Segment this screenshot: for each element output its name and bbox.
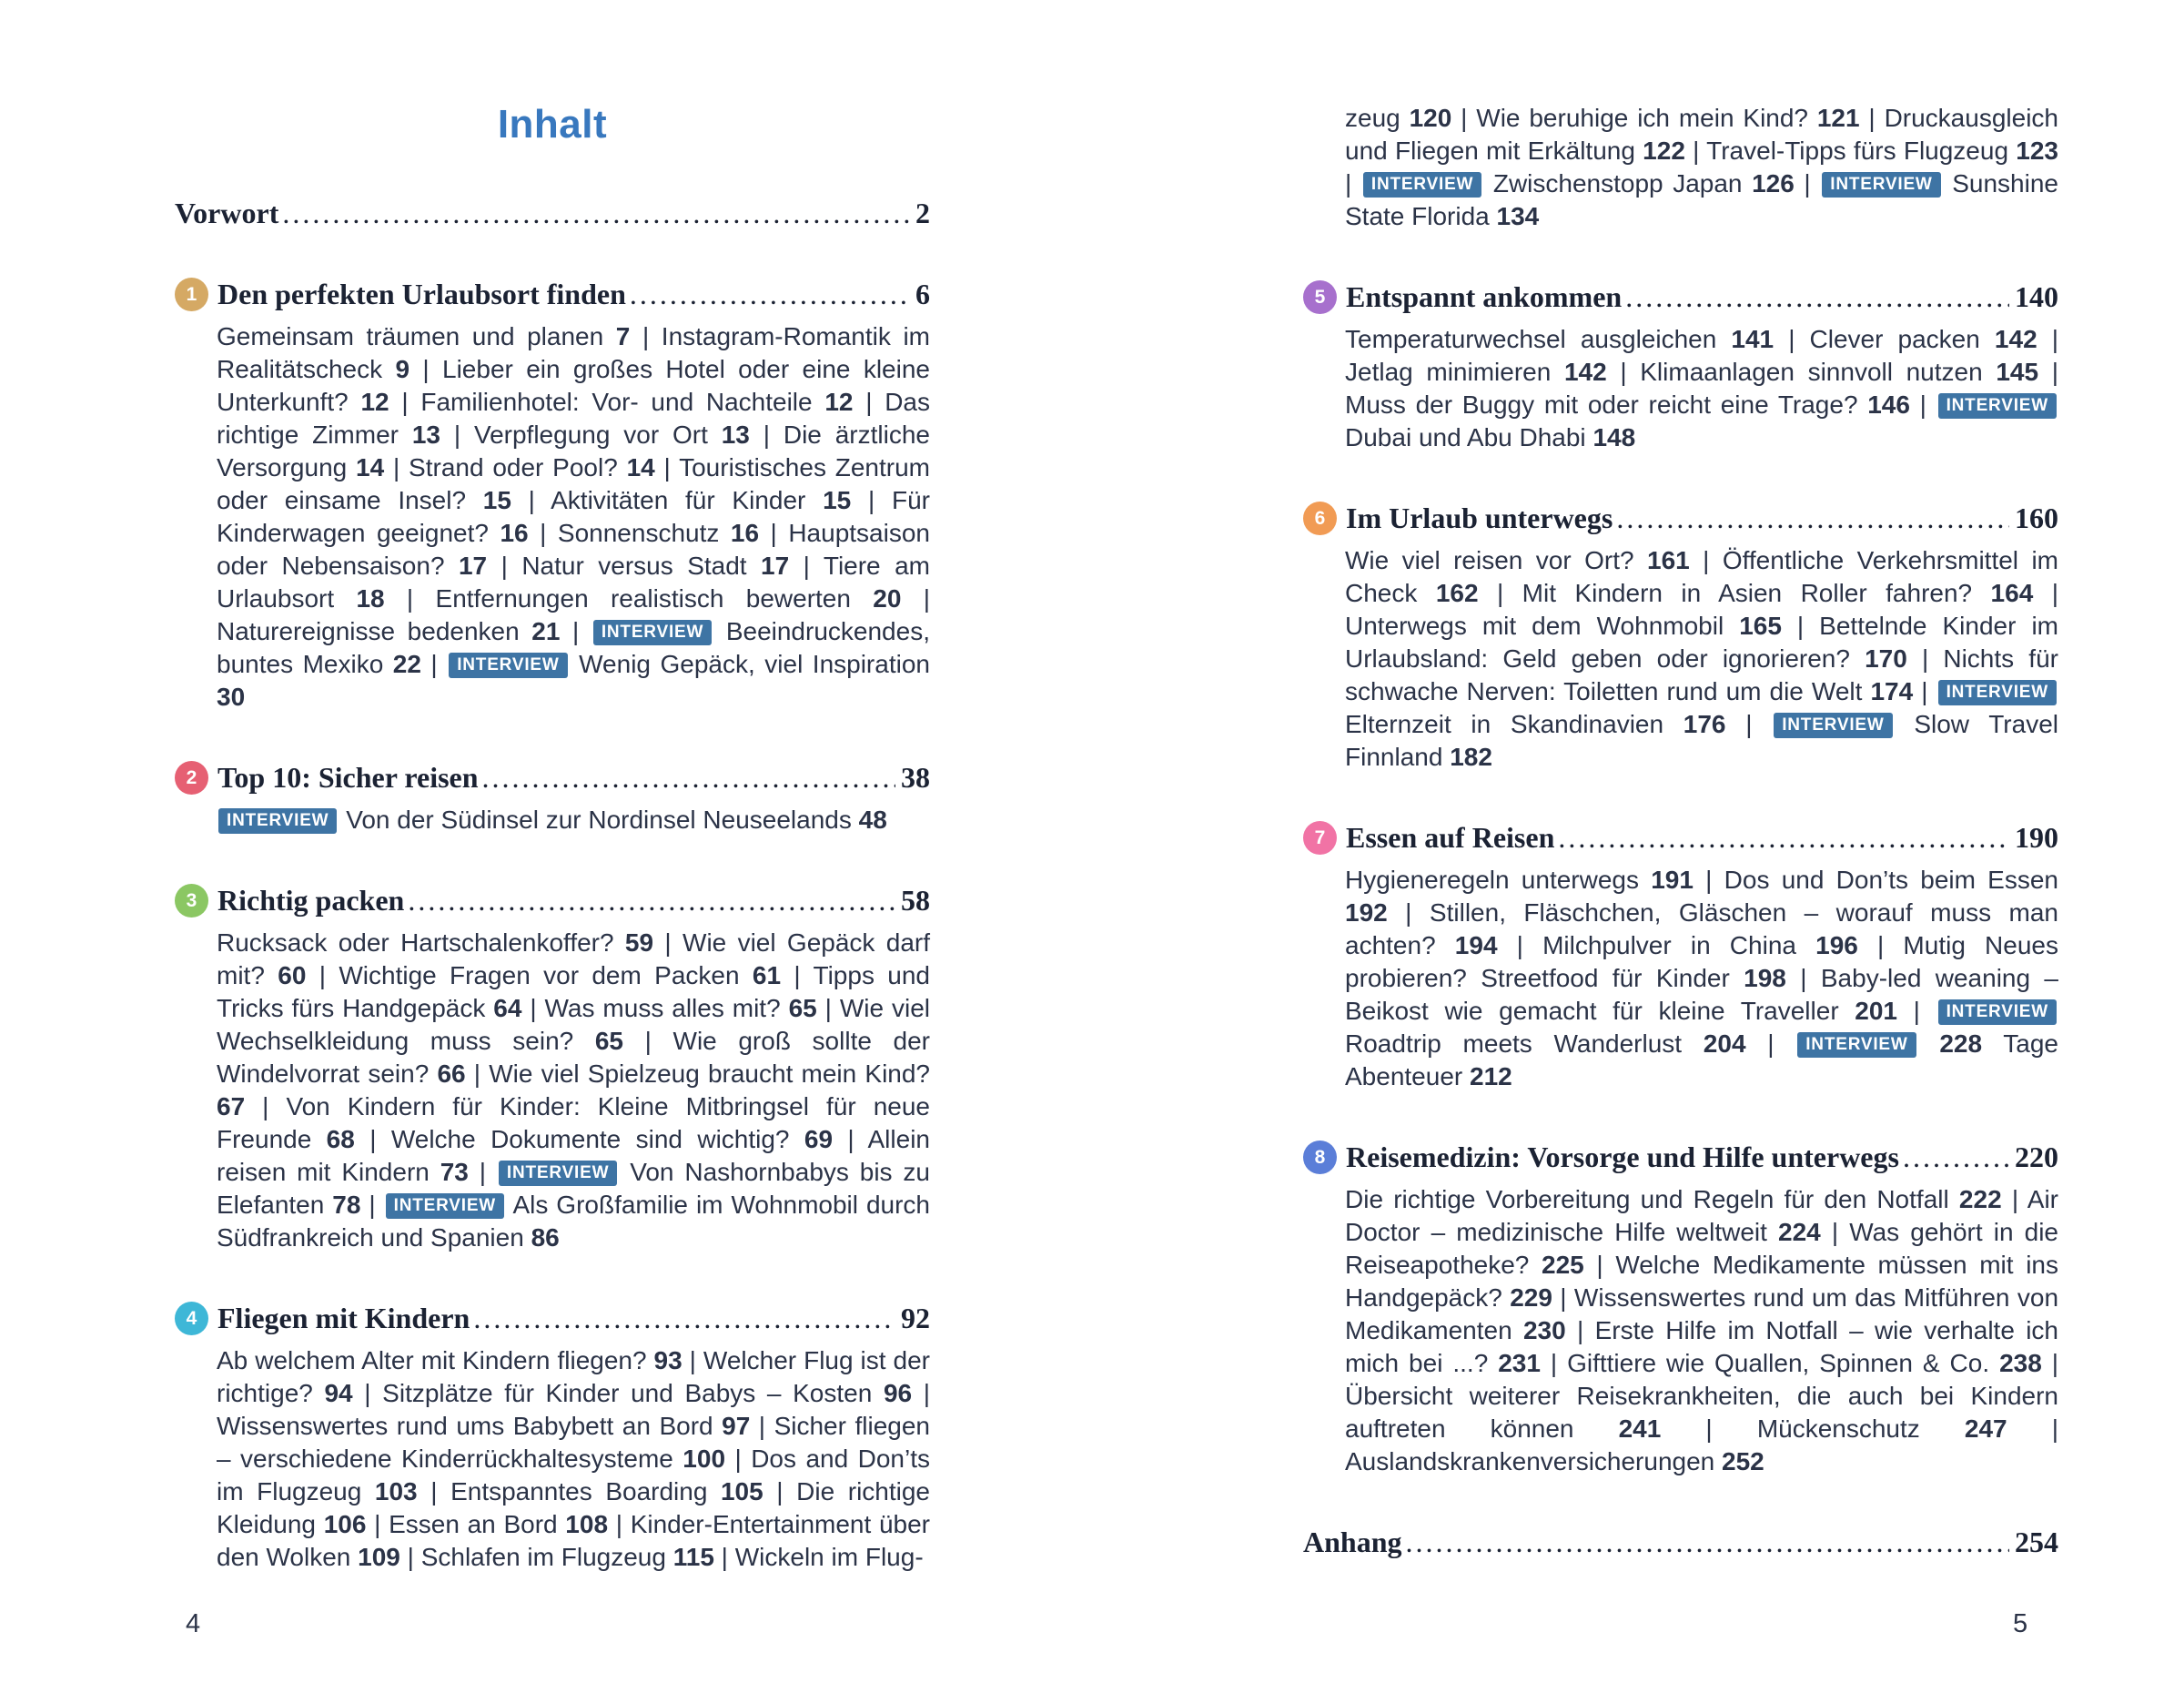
chapter-topics: Hygieneregeln unterwegs 191 | Dos und Don’ts beim Essen 192 | Stillen, Fläschchen, Gläschen – worauf muss man achten? 194 | Milchpulver in China 196 | Mutig Neues probieren? Streetfood für Kinder 198 | Baby-led weaning – Beikost wie gemacht für kleine Traveller 201 | INTERVIEW Roadtrip meets Wanderlust 204 | INTERVIEW 228 Tage Abenteuer 212 bbox=[1345, 866, 2058, 1090]
page-ref: 134 bbox=[1496, 202, 1540, 230]
page-ref: 228 bbox=[1939, 1029, 1983, 1058]
page-ref: 225 bbox=[1542, 1251, 1584, 1279]
chapter-topics: Temperaturwechsel ausgleichen 141 | Clever packen 142 | Jetlag minimieren 142 | Klimaanlagen sinnvoll nutzen 145 | Muss der Buggy mit oder reicht eine Trage? 146 | INTERVIEW Dubai und Abu Dhabi 148 bbox=[1345, 325, 2058, 451]
page-ref: 68 bbox=[326, 1125, 355, 1153]
page-ref: 247 bbox=[1964, 1414, 2007, 1443]
page-ref: 86 bbox=[531, 1223, 560, 1252]
page-number-right: 5 bbox=[2013, 1609, 2028, 1638]
page-ref: 13 bbox=[721, 421, 750, 449]
page-ref: 161 bbox=[1647, 546, 1690, 574]
page-ref: 108 bbox=[565, 1510, 609, 1538]
page-ref: 12 bbox=[824, 388, 854, 416]
chapter-page-number: 220 bbox=[2015, 1141, 2058, 1173]
chapter-title: Top 10: Sicher reisen bbox=[217, 761, 479, 794]
dot-leader bbox=[1903, 1141, 2009, 1174]
page-ref: 14 bbox=[626, 453, 655, 482]
page-ref: 191 bbox=[1651, 866, 1694, 894]
page-ref: 21 bbox=[531, 617, 561, 645]
toc-label: Vorwort bbox=[175, 197, 279, 229]
interview-badge: INTERVIEW bbox=[499, 1161, 617, 1186]
chapter-title: Reisemedizin: Vorsorge und Hilfe unterwegs bbox=[1346, 1141, 1899, 1173]
dot-leader bbox=[630, 278, 910, 311]
page-ref: 105 bbox=[720, 1477, 763, 1506]
toc-row bbox=[1303, 280, 2058, 314]
chapter-page-number: 92 bbox=[901, 1302, 930, 1334]
page-ref: 14 bbox=[356, 453, 385, 482]
page-ref: 48 bbox=[858, 806, 887, 834]
interview-badge: INTERVIEW bbox=[1938, 393, 2057, 419]
page-ref: 61 bbox=[752, 961, 782, 989]
page-ref: 252 bbox=[1722, 1447, 1764, 1475]
page-ref: 9 bbox=[395, 355, 410, 383]
chapter-topics: Wie viel reisen vor Ort? 161 | Öffentliche Verkehrsmittel im Check 162 | Mit Kindern in Asien Roller fahren? 164 | Unterwegs mit dem Wohnmobil 165 | Bettelnde Kinder im Urlaubsland: Geld geben oder ignorieren? 170 | Nichts für schwache Nerven: Toiletten rund um die Welt 174 | INTERVIEW Elternzeit in Skandinavien 176 | INTERVIEW Slow Travel Finnland 182 bbox=[1345, 546, 2058, 771]
page-ref: 196 bbox=[1815, 931, 1858, 959]
page-ref: 18 bbox=[356, 584, 385, 613]
page-ref: 224 bbox=[1778, 1218, 1821, 1246]
page-ref: 165 bbox=[1739, 612, 1782, 640]
page-ref: 17 bbox=[458, 552, 488, 580]
page-ref: 100 bbox=[682, 1445, 726, 1473]
dot-leader bbox=[1406, 1526, 2010, 1559]
chapter-number-badge: 6 bbox=[1303, 502, 1337, 535]
page-ref: 20 bbox=[873, 584, 902, 613]
chapter-page-number: 254 bbox=[2015, 1526, 2058, 1558]
page-ref: 7 bbox=[615, 322, 631, 350]
interview-badge: INTERVIEW bbox=[386, 1193, 504, 1219]
interview-badge: INTERVIEW bbox=[1797, 1032, 1916, 1058]
toc-line bbox=[1303, 1526, 2058, 1559]
page-ref: 229 bbox=[1510, 1283, 1552, 1312]
page-ref: 97 bbox=[722, 1412, 751, 1440]
page-ref: 212 bbox=[1470, 1062, 1512, 1090]
chapter-entry bbox=[1303, 280, 2058, 454]
toc-left bbox=[175, 197, 930, 1574]
toc-line bbox=[175, 197, 930, 230]
page-ref: 16 bbox=[730, 519, 760, 547]
page-ref: 78 bbox=[332, 1191, 361, 1219]
page-ref: 204 bbox=[1703, 1029, 1746, 1058]
page-ref: 30 bbox=[217, 683, 246, 711]
page-ref: 16 bbox=[500, 519, 529, 547]
chapter-entry bbox=[175, 278, 930, 714]
page-right bbox=[1303, 102, 2058, 1559]
toc-row bbox=[175, 1302, 930, 1335]
chapter-title: Fliegen mit Kindern bbox=[217, 1302, 470, 1334]
chapter-number-badge: 5 bbox=[1303, 280, 1337, 314]
page-ref: 176 bbox=[1683, 710, 1726, 738]
page-ref: 115 bbox=[672, 1543, 714, 1571]
interview-badge: INTERVIEW bbox=[1822, 172, 1940, 198]
interview-badge: INTERVIEW bbox=[593, 620, 712, 645]
page-ref: 174 bbox=[1870, 677, 1914, 705]
page-ref: 59 bbox=[624, 928, 654, 957]
page-ref: 109 bbox=[358, 1543, 400, 1571]
page-ref: 141 bbox=[1731, 325, 1774, 353]
interview-badge: INTERVIEW bbox=[1774, 713, 1892, 738]
page-ref: 142 bbox=[1994, 325, 2037, 353]
dot-leader bbox=[473, 1302, 895, 1335]
chapter-entry bbox=[175, 761, 930, 836]
chapter-continuation bbox=[1303, 102, 2058, 233]
chapter-entry bbox=[175, 884, 930, 1254]
page-ref: 12 bbox=[360, 388, 389, 416]
chapter-topics: INTERVIEW Von der Südinsel zur Nordinsel Neuseelands 48 bbox=[217, 804, 930, 836]
chapter-entry bbox=[1303, 1141, 2058, 1478]
page-ref: 194 bbox=[1454, 931, 1498, 959]
page-ref: 198 bbox=[1744, 964, 1786, 992]
dot-leader bbox=[408, 884, 895, 918]
page-ref: 145 bbox=[1996, 358, 2039, 386]
chapter-topics: Die richtige Vorbereitung und Regeln für den Notfall 222 | Air Doctor – medizinische Hilfe weltweit 224 | Was gehört in die Reiseapotheke? 225 | Welche Medikamente müssen mit ins Handgepäck? 229 | Wissenswertes rund um das Mitführen von Medikamenten 230 | Erste Hilfe im Notfall – wie verhalte ich mich bei ...? 231 | Gifttiere wie Quallen, Spinnen & Co. 238 | Übersicht weiterer Reisekrankheiten, die auch bei Kindern auftreten können 241 | Mückenschutz 247 | Auslandskrankenversicherungen 252 bbox=[1345, 1185, 2059, 1475]
page-ref: 126 bbox=[1752, 169, 1795, 198]
page-title: Inhalt bbox=[497, 102, 608, 147]
dot-leader bbox=[282, 197, 910, 230]
page-ref: 13 bbox=[411, 421, 440, 449]
toc-row bbox=[1303, 502, 2058, 535]
chapter-page-number: 6 bbox=[915, 278, 930, 310]
page-ref: 60 bbox=[278, 961, 307, 989]
page-ref: 121 bbox=[1816, 104, 1860, 132]
page-ref: 231 bbox=[1498, 1349, 1541, 1377]
interview-badge: INTERVIEW bbox=[1938, 999, 2057, 1025]
page-ref: 64 bbox=[493, 994, 522, 1022]
chapter-entry bbox=[1303, 821, 2058, 1093]
page-ref: 65 bbox=[788, 994, 817, 1022]
dot-leader bbox=[1625, 280, 2009, 314]
chapter-entry bbox=[175, 1302, 930, 1574]
page-ref: 230 bbox=[1522, 1316, 1566, 1344]
toc-row bbox=[175, 761, 930, 795]
chapter-title: Im Urlaub unterwegs bbox=[1346, 502, 1613, 534]
toc-row bbox=[175, 278, 930, 311]
chapter-number-badge: 4 bbox=[175, 1302, 208, 1335]
interview-badge: INTERVIEW bbox=[449, 653, 567, 678]
toc-right bbox=[1303, 102, 2058, 1559]
toc-row bbox=[175, 197, 930, 230]
page-ref: 120 bbox=[1409, 104, 1452, 132]
chapter-number-badge: 7 bbox=[1303, 821, 1337, 855]
chapter-page-number: 38 bbox=[901, 761, 930, 794]
dot-leader bbox=[1616, 502, 2009, 535]
page-ref: 17 bbox=[761, 552, 790, 580]
dot-leader bbox=[482, 761, 895, 795]
page-ref: 65 bbox=[594, 1027, 624, 1055]
toc-row bbox=[1303, 821, 2058, 855]
page-ref: 142 bbox=[1563, 358, 1607, 386]
page-ref: 170 bbox=[1865, 644, 1907, 673]
chapter-title: Entspannt ankommen bbox=[1346, 280, 1623, 313]
dot-leader bbox=[1558, 821, 2009, 855]
page-ref: 73 bbox=[440, 1158, 469, 1186]
page-ref: 67 bbox=[217, 1092, 246, 1120]
page-ref: 96 bbox=[883, 1379, 913, 1407]
toc-row bbox=[1303, 1141, 2058, 1174]
page-ref: 122 bbox=[1643, 137, 1685, 165]
page-ref: 123 bbox=[2016, 137, 2058, 165]
page-ref: 148 bbox=[1592, 423, 1636, 451]
page-ref: 164 bbox=[1990, 579, 2034, 607]
chapter-topics: Rucksack oder Hartschalenkoffer? 59 | Wie viel Gepäck darf mit? 60 | Wichtige Fragen vor dem Packen 61 | Tipps und Tricks fürs Handgepäck 64 | Was muss alles mit? 65 | Wie viel Wechselkleidung muss sein? 65 | Wie groß sollte der Windelvorrat sein? 66 | Wie viel Spielzeug braucht mein Kind? 67 | Von Kindern für Kinder: Kleine Mitbringsel für neue Freunde 68 | Welche Dokumente sind wichtig? 69 | Allein reisen mit Kindern 73 | INTERVIEW Von Nashornbabys bis zu Elefanten 78 | INTERVIEW Als Großfamilie im Wohnmobil durch Südfrankreich und Spanien 86 bbox=[217, 928, 931, 1252]
page-ref: 103 bbox=[374, 1477, 418, 1506]
interview-badge: INTERVIEW bbox=[1363, 172, 1481, 198]
page-ref: 94 bbox=[324, 1379, 353, 1407]
page-ref: 201 bbox=[1855, 997, 1897, 1025]
chapter-page-number: 58 bbox=[901, 884, 930, 917]
page-ref: 238 bbox=[1999, 1349, 2042, 1377]
interview-badge: INTERVIEW bbox=[1938, 680, 2057, 705]
chapter-page-number: 140 bbox=[2015, 280, 2058, 313]
page-ref: 106 bbox=[323, 1510, 367, 1538]
chapter-title: Richtig packen bbox=[217, 884, 405, 917]
chapter-title: Den perfekten Urlaubsort finden bbox=[217, 278, 626, 310]
chapter-number-badge: 8 bbox=[1303, 1141, 1337, 1174]
page-ref: 162 bbox=[1435, 579, 1479, 607]
chapter-number-badge: 1 bbox=[175, 278, 208, 311]
chapter-number-badge: 3 bbox=[175, 884, 208, 918]
page-ref: 93 bbox=[653, 1346, 682, 1374]
chapter-topics: Gemeinsam träumen und planen 7 | Instagram-Romantik im Realitätscheck 9 | Lieber ein großes Hotel oder eine kleine Unterkunft? 12 | Familienhotel: Vor- und Nachteile 12 | Das richtige Zimmer 13 | Verpflegung vor Ort 13 | Die ärztliche Versorgung 14 | Strand oder Pool? 14 | Touristisches Zentrum oder einsame Insel? 15 | Aktivitäten für Kinder 15 | Für Kinderwagen geeignet? 16 | Sonnenschutz 16 | Hauptsaison oder Nebensaison? 17 | Natur versus Stadt 17 | Tiere am Urlaubsort 18 | Entfernungen realistisch bewerten 20 | Naturereignisse bedenken 21 | INTERVIEW Beeindruckendes, buntes Mexiko 22 | INTERVIEW Wenig Gepäck, viel Inspiration 30 bbox=[217, 322, 930, 711]
chapter-page-number: 2 bbox=[915, 197, 930, 229]
page-ref: 15 bbox=[482, 486, 511, 514]
page-ref: 66 bbox=[437, 1059, 466, 1088]
page-left bbox=[175, 102, 930, 1574]
interview-badge: INTERVIEW bbox=[218, 808, 337, 834]
chapter-topics: zeug 120 | Wie beruhige ich mein Kind? 121 | Druckausgleich und Fliegen mit Erkältung 122 | Travel-Tipps fürs Flugzeug 123 | INTERVIEW Zwischenstopp Japan 126 | INTERVIEW Sunshine State Florida 134 bbox=[1345, 104, 2058, 230]
chapter-page-number: 160 bbox=[2015, 502, 2058, 534]
page-ref: 69 bbox=[804, 1125, 834, 1153]
page-ref: 192 bbox=[1345, 898, 1388, 927]
chapter-entry bbox=[1303, 502, 2058, 774]
toc-row bbox=[175, 884, 930, 918]
chapter-page-number: 190 bbox=[2015, 821, 2058, 854]
page-ref: 146 bbox=[1867, 390, 1910, 419]
chapter-number-badge: 2 bbox=[175, 761, 208, 795]
page-ref: 241 bbox=[1618, 1414, 1662, 1443]
page-ref: 22 bbox=[392, 650, 421, 678]
page-ref: 15 bbox=[823, 486, 852, 514]
chapter-title: Essen auf Reisen bbox=[1346, 821, 1555, 854]
page-ref: 222 bbox=[1958, 1185, 2002, 1213]
page-ref: 182 bbox=[1450, 743, 1492, 771]
page-number-left: 4 bbox=[186, 1609, 201, 1638]
toc-row bbox=[1303, 1526, 2058, 1559]
chapter-topics: Ab welchem Alter mit Kindern fliegen? 93 | Welcher Flug ist der richtige? 94 | Sitzplätze für Kinder und Babys – Kosten 96 | Wissenswertes rund ums Babybett an Bord 97 | Sicher fliegen – verschiedene Kinderrückhaltesysteme 100 | Dos and Don’ts im Flugzeug 103 | Entspanntes Boarding 105 | Die richtige Kleidung 106 | Essen an Bord 108 | Kinder-Entertainment über den Wolken 109 | Schlafen im Flugzeug 115 | Wickeln im Flug- bbox=[217, 1346, 931, 1571]
toc-label: Anhang bbox=[1303, 1526, 1402, 1558]
